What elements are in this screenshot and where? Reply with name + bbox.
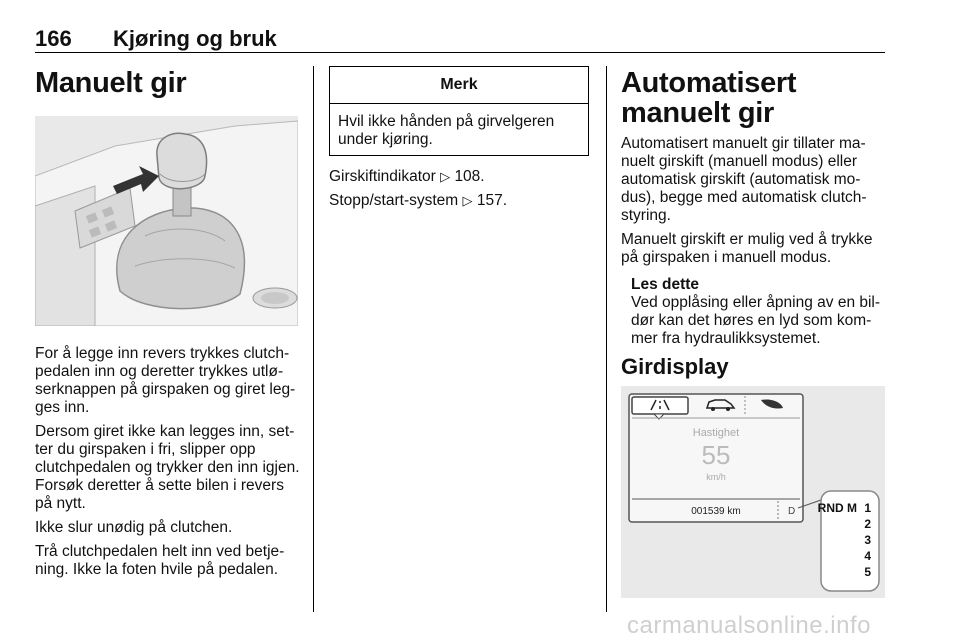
cross-reference[interactable] — [329, 168, 485, 186]
reference-label: Girskiftindikator — [329, 168, 436, 185]
gear-display-illustration — [621, 386, 885, 598]
reference-label: Stopp/start-system — [329, 192, 459, 209]
gear-display-heading: Girdisplay — [621, 354, 729, 379]
notice-text: Ved opplåsing eller åpning av en bil-dør kan det høres en lyd som kom-mer fra hydraulikksystemet. — [631, 294, 881, 347]
speed-label: Hastighet — [692, 427, 740, 439]
speed-value: 55 — [701, 440, 731, 470]
speed-unit: km/h — [706, 472, 726, 482]
watermark: carmanualsonline.info — [627, 612, 871, 639]
column-divider — [313, 66, 314, 612]
gear-modes: RND M — [817, 501, 857, 515]
reference-page: 157. — [476, 192, 508, 209]
paragraph: Automatisert manuelt gir tillater ma-nuelt girskift (manuell modus) eller automatisk girskift (automatisk mo-dus), begge med automatisk clutch-styring. — [621, 135, 867, 224]
note-title: Merk — [330, 67, 588, 104]
page-number: 166 — [35, 26, 72, 51]
section-title: Kjøring og bruk — [113, 26, 277, 51]
paragraph: Manuelt girskift er mulig ved å trykke på girspaken i manuell modus. — [621, 231, 873, 266]
manual-gear-heading: Manuelt gir — [35, 67, 187, 99]
gear-number: 4 — [864, 549, 871, 563]
gear-current: D — [788, 506, 796, 517]
reference-page: 108. — [454, 168, 485, 185]
note-text: Hvil ikke hånden på girvelgeren under kjøring. — [338, 113, 555, 148]
notice-label: Les dette — [631, 276, 700, 293]
paragraph: Ikke slur unødig på clutchen. — [35, 519, 233, 536]
gear-number: 1 — [864, 501, 871, 515]
gear-number: 5 — [864, 565, 871, 579]
page-arrow-icon: ▷ — [462, 193, 473, 208]
header-rule — [35, 52, 885, 53]
gear-number: 3 — [864, 533, 871, 547]
gear-number: 2 — [864, 517, 871, 531]
cross-reference[interactable] — [329, 192, 507, 210]
notice — [631, 276, 889, 348]
page-arrow-icon: ▷ — [440, 169, 451, 184]
paragraph: Trå clutchpedalen helt inn ved betje-ning. Ikke la foten hvile på pedalen. — [35, 543, 285, 578]
paragraph: For å legge inn revers trykkes clutch-pedalen inn og deretter trykkes utlø-serknappen på girspaken og giret leg-ges inn. — [35, 345, 296, 416]
automated-gear-heading: Automatisert manuelt gir — [621, 67, 797, 129]
paragraph: Dersom giret ikke kan legges inn, set-ter du girspaken i fri, slipper opp clutchpedalen og trykker den inn igjen. Forsøk deretter å sette bilen i revers på nytt. — [35, 423, 300, 512]
column-divider — [606, 66, 607, 612]
gear-lever-illustration — [35, 116, 298, 326]
note-box — [329, 66, 589, 156]
odometer: 001539 km — [691, 506, 741, 517]
